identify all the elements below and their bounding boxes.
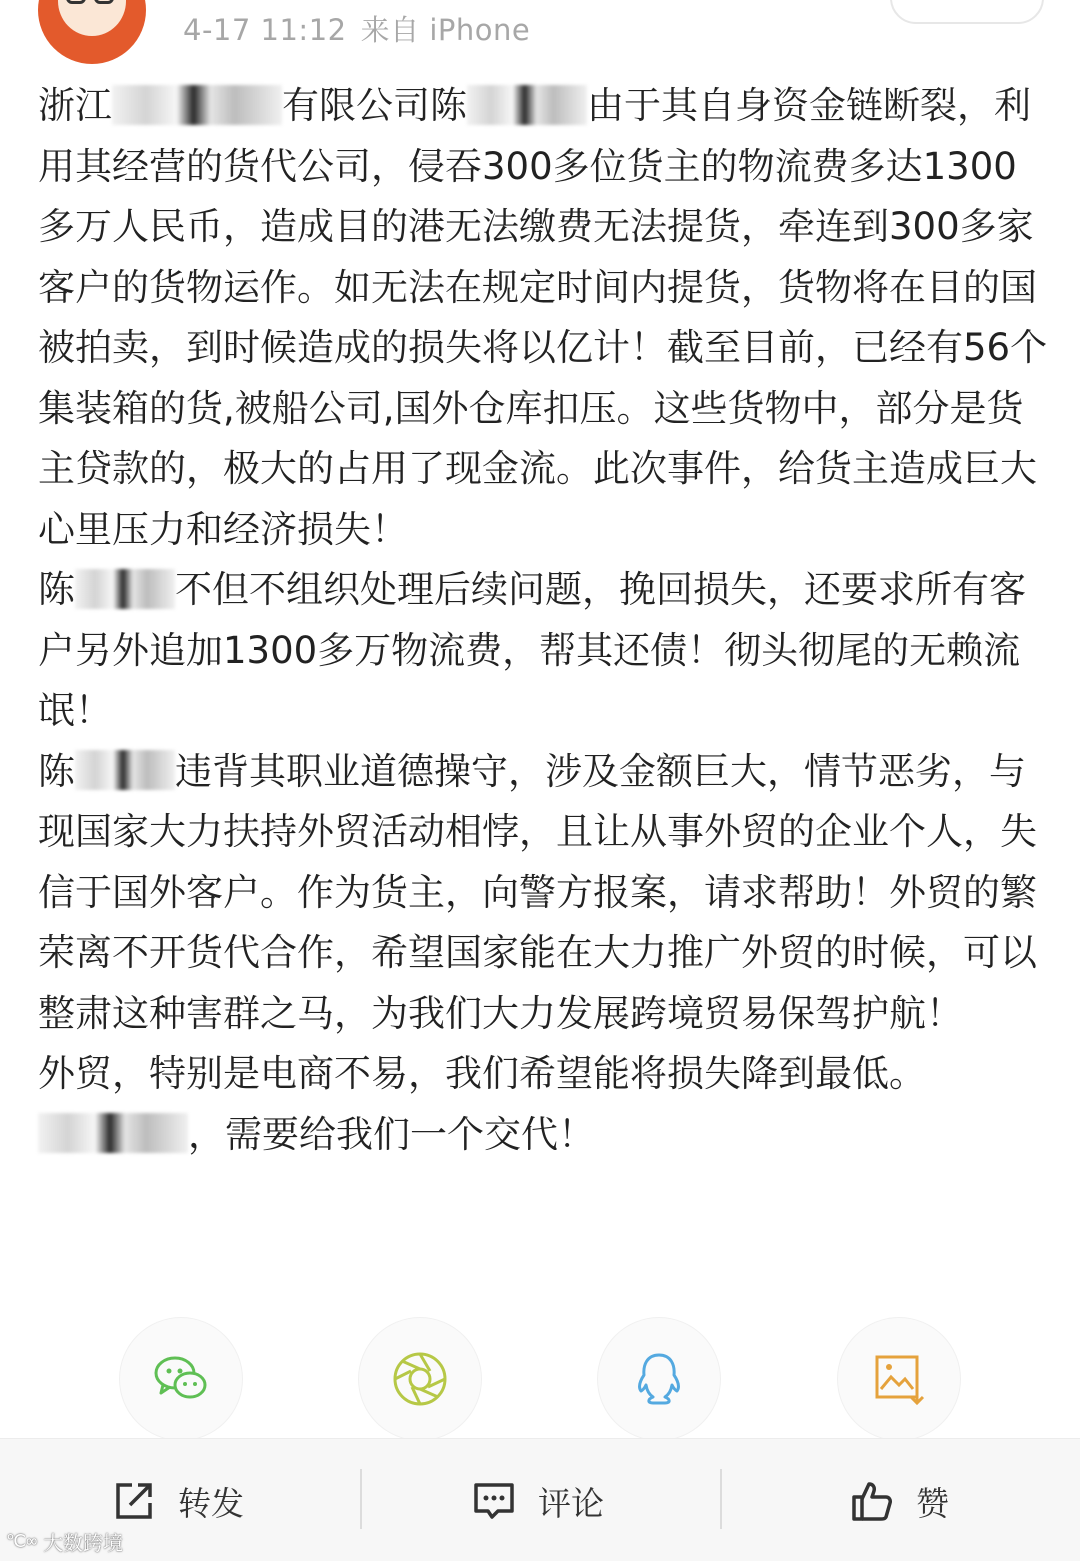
paragraph-text: 浙江 xyxy=(38,84,112,127)
wechat-icon xyxy=(151,1349,211,1409)
watermark-text: 大数跨境 xyxy=(43,1531,124,1555)
repost-label: 转发 xyxy=(178,1483,244,1523)
post-body xyxy=(38,76,1048,1165)
comment-icon xyxy=(472,1479,516,1523)
avatar[interactable] xyxy=(38,0,146,64)
share-save-image-button[interactable] xyxy=(838,1318,960,1440)
share-row xyxy=(0,1318,1080,1438)
follow-button[interactable] xyxy=(890,0,1044,24)
save-image-icon xyxy=(869,1349,929,1409)
share-wechat-button[interactable] xyxy=(120,1318,242,1440)
comment-button[interactable] xyxy=(472,1473,604,1529)
repost-icon xyxy=(112,1479,156,1523)
repost-button[interactable] xyxy=(112,1473,244,1529)
post-paragraph-2 xyxy=(38,560,1048,742)
share-moments-button[interactable] xyxy=(359,1318,481,1440)
moments-icon xyxy=(390,1349,450,1409)
post-paragraph-3 xyxy=(38,742,1048,1045)
like-button[interactable] xyxy=(850,1473,949,1529)
avatar-face xyxy=(58,0,126,36)
paragraph-text: ，需要给我们一个交代！ xyxy=(188,1112,595,1156)
qq-icon xyxy=(629,1349,689,1409)
post-source: 来自 iPhone xyxy=(360,13,531,47)
post-date: 4-17 11:12 xyxy=(183,13,347,47)
redacted-person-name xyxy=(467,85,587,125)
paragraph-text: 违背其职业道德操守，涉及金额巨大，情节恶劣，与现国家大力扶持外贸活动相悖，且让从事外贸的企业个人，失信于国外客户。作为货主，向警方报案，请求帮助！外贸的繁荣离不开货代合作，希望国家能在大力推广外贸的时候，可以整肃这种害群之马，为我们大力发展跨境贸易保驾护航！ xyxy=(38,749,1037,1035)
watermark-logo: ℃∞ xyxy=(6,1531,38,1552)
share-qq-button[interactable] xyxy=(598,1318,720,1440)
paragraph-text: 陈 xyxy=(38,568,75,611)
paragraph-text: 有限公司陈 xyxy=(282,84,467,127)
watermark xyxy=(6,1527,123,1556)
redacted-company-name xyxy=(38,1113,188,1153)
post-header xyxy=(0,0,1080,70)
comment-label: 评论 xyxy=(538,1483,604,1523)
action-divider xyxy=(720,1469,722,1529)
thumbs-up-icon xyxy=(850,1479,894,1523)
post-meta xyxy=(183,8,530,49)
redacted-person-name xyxy=(75,569,175,609)
paragraph-text: 不但不组织处理后续问题，挽回损失，还要求所有客户另外追加1300多万物流费，帮其还债！彻头彻尾的无赖流氓！ xyxy=(38,568,1026,732)
action-bar xyxy=(0,1438,1080,1561)
paragraph-text: 外贸，特别是电商不易，我们希望能将损失降到最低。 xyxy=(38,1052,926,1095)
redacted-company-name xyxy=(112,85,282,125)
redacted-person-name xyxy=(75,750,175,790)
paragraph-text: 陈 xyxy=(38,749,75,793)
action-divider xyxy=(360,1469,362,1529)
avatar-glasses xyxy=(66,0,118,4)
like-label: 赞 xyxy=(916,1483,949,1523)
post-paragraph-4 xyxy=(38,1044,1048,1165)
post-paragraph-1 xyxy=(38,76,1048,560)
paragraph-text: 由于其自身资金链断裂，利用其经营的货代公司，侵吞300多位货主的物流费多达1300多万人民币，造成目的港无法缴费无法提货，牵连到300多家客户的货物运作。如无法在规定时间内提货，货物将在目的国被拍卖，到时候造成的损失将以亿计！截至目前，已经有56个集装箱的货,被船公司,国外仓库扣压。这些货物中，部分是货主贷款的，极大的占用了现金流。此次事件，给货主造成巨大心里压力和经济损失！ xyxy=(38,84,1048,551)
